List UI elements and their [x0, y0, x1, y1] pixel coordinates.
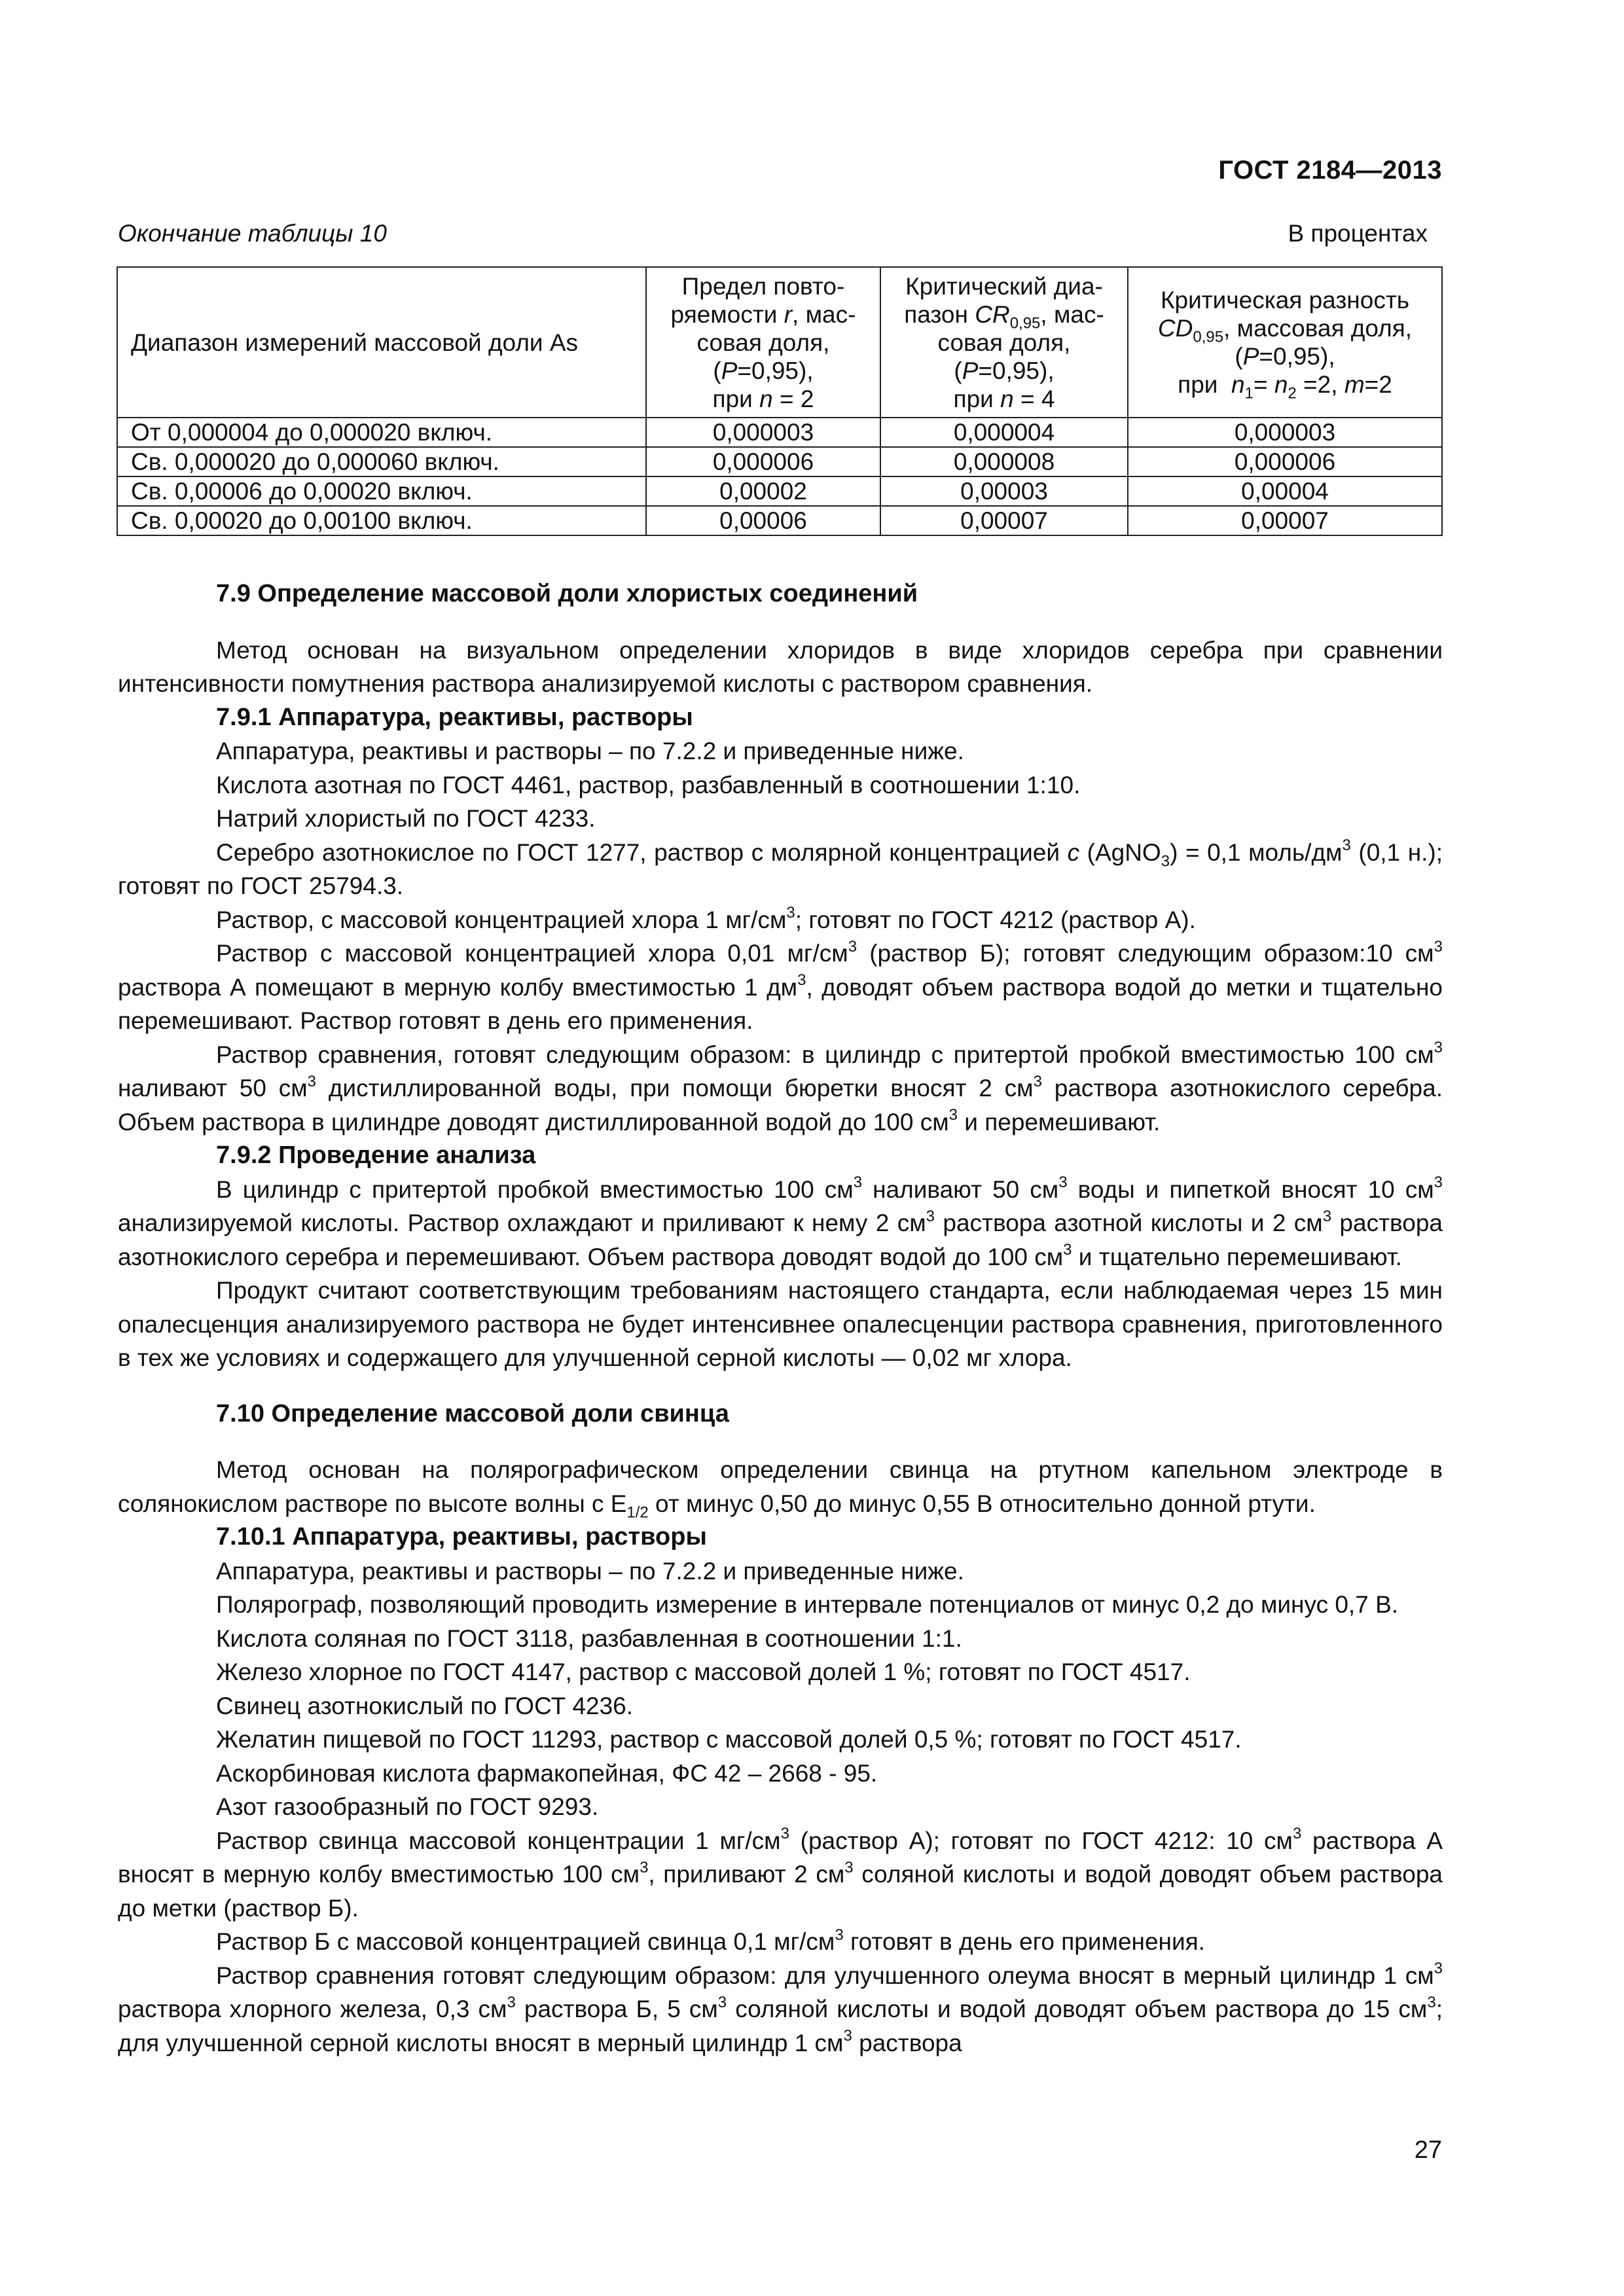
- paragraph: Раствор сравнения готовят следующим образом: для улучшенного олеума вносят в мерный цилиндр 1 $см^3$ раствора хлорного железа, 0,3 $см^3$ раствора Б, 5 $см^3$ соляной кислоты и водой доводят объем раствора до 15 $см^3$; для улучшенной серной кислоты вносят в мерный цилиндр 1 $см^3$ раствора: [118, 1960, 1443, 2056]
- table-header-range: Диапазон измерений массовой доли As: [117, 267, 646, 418]
- table-cell: От 0,000004 до 0,000020 включ.: [117, 418, 646, 447]
- paragraph: Аппаратура, реактивы и растворы – по 7.2.2 и приведенные ниже.: [216, 1557, 964, 1585]
- table-cell: 0,00007: [880, 506, 1128, 535]
- table-caption: Окончание таблицы 10: [118, 220, 387, 247]
- table-cell: 0,000003: [1128, 418, 1442, 447]
- table-cell: Св. 0,00006 до 0,00020 включ.: [117, 476, 646, 506]
- paragraph: Метод основан на полярографическом определении свинца на ртутном капельном электроде в солянокислом растворе по высоте волны с $E_{1/2}$ от минус 0,50 до минус 0,55 В относительно донной ртути.: [118, 1456, 1443, 1521]
- paragraph: Раствор, с массовой концентрацией хлора 1 $мг/см^3$; готовят по ГОСТ 4212 (раствор А).: [216, 904, 1196, 933]
- paragraph: Полярограф, позволяющий проводить измерение в интервале потенциалов от минус 0,2 до минус 0,7 В.: [216, 1591, 1399, 1618]
- document-code: ГОСТ 2184—2013: [1218, 156, 1442, 185]
- paragraph: Серебро азотнокислое по ГОСТ 1277, раствор с молярной концентрацией c (AgNO$_3$) = 0,1 моль/$дм^3$ (0,1 н.); готовят по ГОСТ 25794.3.: [118, 836, 1443, 899]
- table-header-critical-range: Критический диа- пазон $CR_{0,95}$, мас- совая доля, (P=0,95), при n = 4: [880, 267, 1128, 418]
- table-cell: Св. 0,00020 до 0,00100 включ.: [117, 506, 646, 535]
- paragraph: Железо хлорное по ГОСТ 4147, раствор с массовой долей 1 %; готовят по ГОСТ 4517.: [216, 1659, 1191, 1685]
- paragraph: Кислота соляная по ГОСТ 3118, разбавленная в соотношении 1:1.: [216, 1624, 962, 1652]
- paragraph: Раствор Б с массовой концентрацией свинца 0,1 $мг/см^3$ готовят в день его применения.: [216, 1926, 1205, 1955]
- table-header-repeatability: Предел повто- ряемости r, мас- совая доля, (P=0,95), при n = 2: [646, 267, 880, 418]
- table-cell: 0,000006: [1128, 447, 1442, 476]
- table-cell: 0,000006: [646, 447, 880, 476]
- page-number: 27: [1414, 2136, 1442, 2164]
- paragraph: Натрий хлористый по ГОСТ 4233.: [216, 805, 596, 832]
- subsection-heading-7-10-1: 7.10.1 Аппаратура, реактивы, растворы: [216, 1523, 707, 1551]
- section-heading-7-9: 7.9 Определение массовой доли хлористых соединений: [216, 580, 918, 607]
- paragraph: Продукт считают соответствующим требованиям настоящего стандарта, если наблюдаемая через 15 мин опалесценция анализируемого раствора не будет интенсивнее опалесценции раствора сравнения, приготовленного в тех же условиях и содержащего для улучшенной серной кислоты — 0,02 мг хлора.: [118, 1277, 1443, 1371]
- paragraph: Кислота азотная по ГОСТ 4461, раствор, разбавленный в соотношении 1:10.: [216, 771, 1081, 798]
- table-row: [117, 506, 1442, 535]
- paragraph: Свинец азотнокислый по ГОСТ 4236.: [216, 1692, 634, 1719]
- table-cell: 0,00004: [1128, 476, 1442, 506]
- paragraph: Азот газообразный по ГОСТ 9293.: [216, 1793, 599, 1820]
- table-row: [117, 476, 1442, 506]
- table-cell: 0,00003: [880, 476, 1128, 506]
- table-cell: Св. 0,000020 до 0,000060 включ.: [117, 447, 646, 476]
- table-cell: 0,00002: [646, 476, 880, 506]
- table-cell: 0,000004: [880, 418, 1128, 447]
- table-units: В процентах: [1288, 220, 1428, 247]
- table-cell: 0,00007: [1128, 506, 1442, 535]
- table-row: [117, 447, 1442, 476]
- paragraph: В цилиндр с притертой пробкой вместимостью 100 $см^3$ наливают 50 $см^3$ воды и пипеткой вносят 10 $см^3$ анализируемой кислоты. Раствор охлаждают и приливают к нему 2 $см^3$ раствора азотной кислоты и 2 $см^3$ раствора азотнокислого серебра и перемешивают. Объем раствора доводят водой до 100 $см^3$ и тщательно перемешивают.: [118, 1174, 1443, 1270]
- paragraph: Раствор сравнения, готовят следующим образом: в цилиндр с притертой пробкой вместимостью 100 $см^3$ наливают 50 $см^3$ дистиллированной воды, при помощи бюретки вносят 2 $см^3$ раствора азотнокислого серебра. Объем раствора в цилиндре доводят дистиллированной водой до 100 $см^3$ и перемешивают.: [118, 1039, 1443, 1136]
- paragraph: Желатин пищевой по ГОСТ 11293, раствор с массовой долей 0,5 %; готовят по ГОСТ 4517.: [216, 1726, 1242, 1753]
- subsection-heading-7-9-1: 7.9.1 Аппаратура, реактивы, растворы: [216, 703, 693, 731]
- document-body: [118, 577, 1443, 2060]
- paragraph: Аппаратура, реактивы и растворы – по 7.2.2 и приведенные ниже.: [216, 738, 964, 764]
- paragraph: Метод основан на визуальном определении хлоридов в виде хлоридов серебра при сравнении интенсивности помутнения раствора анализируемой кислоты с раствором сравнения.: [118, 636, 1443, 697]
- measurement-table: [117, 266, 1443, 536]
- table-cell: 0,000008: [880, 447, 1128, 476]
- paragraph: Раствор с массовой концентрацией хлора 0,01 $мг/см^3$ (раствор Б); готовят следующим образом:10 $см^3$ раствора А помещают в мерную колбу вместимостью 1 $дм^3$, доводят объем раствора водой до метки и тщательно перемешивают. Раствор готовят в день его применения.: [118, 937, 1443, 1034]
- table-cell: 0,00006: [646, 506, 880, 535]
- subsection-heading-7-9-2: 7.9.2 Проведение анализа: [216, 1141, 536, 1169]
- table-row: [117, 418, 1442, 447]
- table-header-critical-difference: Критическая разность $CD_{0,95}$, массовая доля, (P=0,95), при $n_1= n_2 =2$, m=2: [1128, 267, 1442, 418]
- paragraph: Аскорбиновая кислота фармакопейная, ФС 42 – 2668 - 95.: [216, 1759, 878, 1787]
- table-cell: 0,000003: [646, 418, 880, 447]
- section-heading-7-10: 7.10 Определение массовой доли свинца: [216, 1399, 729, 1427]
- paragraph: Раствор свинца массовой концентрации 1 $мг/см^3$ (раствор А); готовят по ГОСТ 4212: 10 $см^3$ раствора А вносят в мерную колбу вместимостью 100 $см^3$, приливают 2 $см^3$ соляной кислоты и водой доводят объем раствора до метки (раствор Б).: [118, 1825, 1443, 1922]
